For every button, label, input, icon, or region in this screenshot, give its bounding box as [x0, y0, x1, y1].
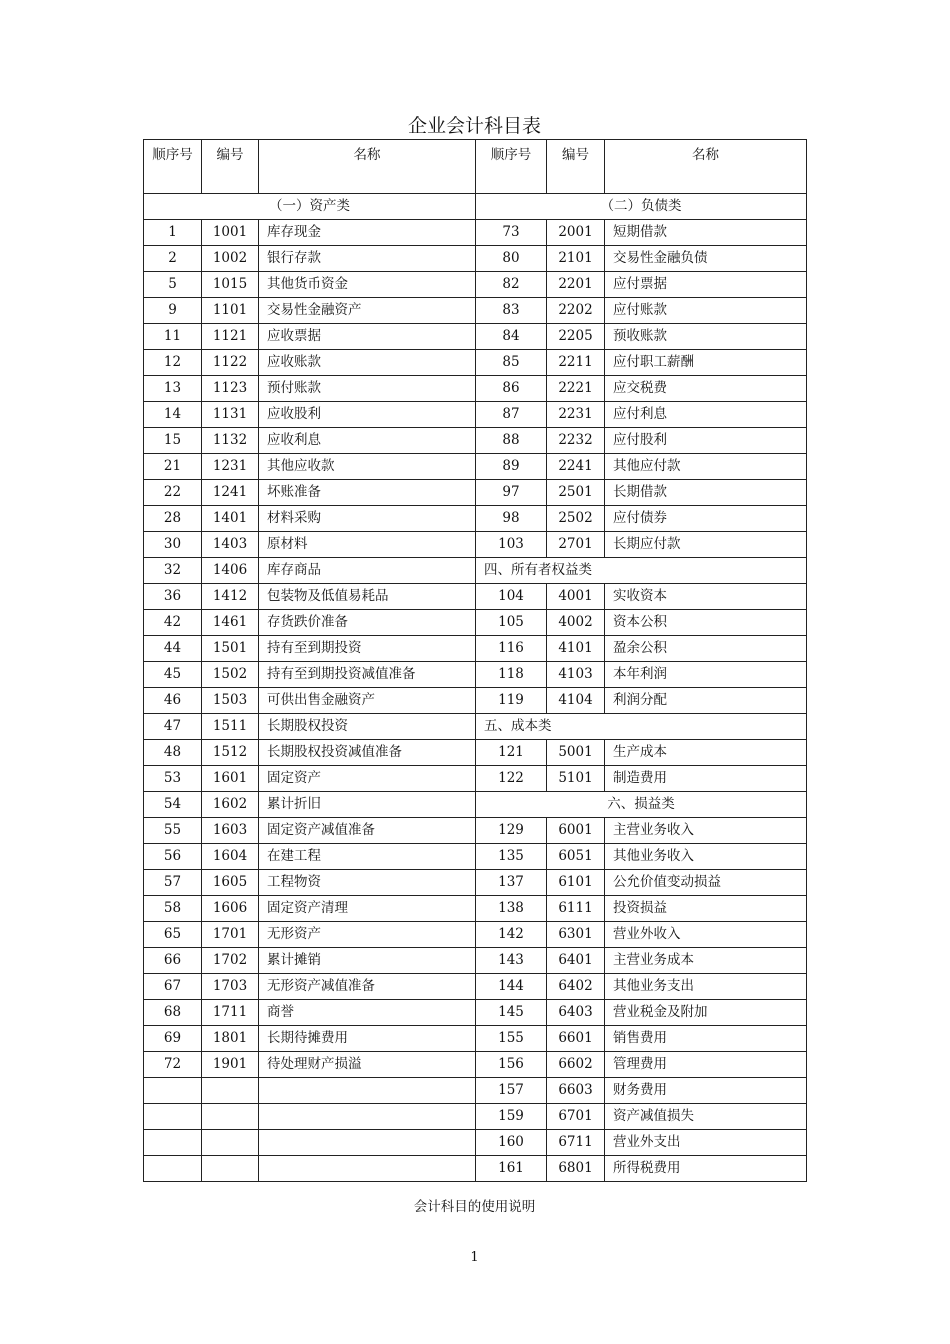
cell-right-code: 4001	[547, 584, 605, 610]
cell-right-code: 6402	[547, 974, 605, 1000]
cell-left-seq: 69	[144, 1026, 202, 1052]
cell-left-name: 应收股利	[259, 402, 476, 428]
cell-right-name: 实收资本	[605, 584, 807, 610]
cell-right-code: 2202	[547, 298, 605, 324]
cell-left-code: 1002	[202, 246, 259, 272]
cell-left-code	[202, 1130, 259, 1156]
cell-left-name: 固定资产	[259, 766, 476, 792]
cell-left-name: 库存现金	[259, 220, 476, 246]
cell-left-name: 长期待摊费用	[259, 1026, 476, 1052]
cell-left-code: 1512	[202, 740, 259, 766]
table-row	[144, 662, 807, 688]
cell-right-code: 2232	[547, 428, 605, 454]
cell-left-name: 预付账款	[259, 376, 476, 402]
cell-right-seq: 138	[476, 896, 547, 922]
cell-right-name: 盈余公积	[605, 636, 807, 662]
cell-left-seq: 5	[144, 272, 202, 298]
cell-left-name: 应收利息	[259, 428, 476, 454]
table-row	[144, 272, 807, 298]
cell-left-name: 应收票据	[259, 324, 476, 350]
cell-left-seq: 13	[144, 376, 202, 402]
cell-right-seq: 89	[476, 454, 547, 480]
cell-left-seq: 22	[144, 480, 202, 506]
cell-left-code	[202, 1156, 259, 1182]
cell-left-code: 1603	[202, 818, 259, 844]
cell-left-code	[202, 1104, 259, 1130]
accounts-table	[143, 139, 807, 1182]
cell-left-seq: 15	[144, 428, 202, 454]
cell-left-code: 1703	[202, 974, 259, 1000]
cell-left-seq: 28	[144, 506, 202, 532]
cell-left-name	[259, 1156, 476, 1182]
cell-right-name: 应付职工薪酬	[605, 350, 807, 376]
cell-left-seq	[144, 1104, 202, 1130]
section-cost: 五、成本类	[476, 714, 807, 740]
table-row	[144, 558, 807, 584]
table-row	[144, 1156, 807, 1182]
cell-left-name: 固定资产减值准备	[259, 818, 476, 844]
table-row	[144, 948, 807, 974]
cell-left-code: 1231	[202, 454, 259, 480]
table-row	[144, 402, 807, 428]
cell-left-seq: 42	[144, 610, 202, 636]
cell-right-code: 2241	[547, 454, 605, 480]
cell-right-seq: 83	[476, 298, 547, 324]
cell-left-seq: 44	[144, 636, 202, 662]
table-row	[144, 870, 807, 896]
table-row	[144, 610, 807, 636]
cell-right-seq: 116	[476, 636, 547, 662]
table-row	[144, 324, 807, 350]
cell-right-name: 交易性金融负债	[605, 246, 807, 272]
cell-left-name: 坏账准备	[259, 480, 476, 506]
cell-right-code: 2701	[547, 532, 605, 558]
cell-left-name: 无形资产减值准备	[259, 974, 476, 1000]
cell-right-code: 6101	[547, 870, 605, 896]
cell-left-name	[259, 1104, 476, 1130]
section-profit-loss: 六、损益类	[476, 792, 807, 818]
cell-left-code: 1401	[202, 506, 259, 532]
cell-left-name	[259, 1078, 476, 1104]
cell-left-code: 1101	[202, 298, 259, 324]
cell-right-name: 生产成本	[605, 740, 807, 766]
cell-right-seq: 73	[476, 220, 547, 246]
cell-right-seq: 159	[476, 1104, 547, 1130]
cell-right-seq: 87	[476, 402, 547, 428]
cell-right-code: 2205	[547, 324, 605, 350]
cell-left-seq: 46	[144, 688, 202, 714]
cell-right-name: 营业外支出	[605, 1130, 807, 1156]
cell-left-seq	[144, 1156, 202, 1182]
cell-right-code: 2231	[547, 402, 605, 428]
cell-right-code: 6801	[547, 1156, 605, 1182]
cell-left-name: 可供出售金融资产	[259, 688, 476, 714]
cell-right-seq: 103	[476, 532, 547, 558]
header-name-right: 名称	[605, 140, 807, 194]
cell-right-seq: 80	[476, 246, 547, 272]
cell-right-name: 长期应付款	[605, 532, 807, 558]
table-row	[144, 974, 807, 1000]
page-number: 1	[470, 1250, 479, 1265]
cell-left-code: 1502	[202, 662, 259, 688]
cell-right-seq: 143	[476, 948, 547, 974]
cell-left-code: 1702	[202, 948, 259, 974]
cell-left-name: 原材料	[259, 532, 476, 558]
cell-left-code: 1403	[202, 532, 259, 558]
cell-left-seq: 36	[144, 584, 202, 610]
cell-right-seq: 88	[476, 428, 547, 454]
cell-left-seq: 68	[144, 1000, 202, 1026]
cell-left-code: 1241	[202, 480, 259, 506]
table-row	[144, 1078, 807, 1104]
cell-left-code: 1701	[202, 922, 259, 948]
cell-right-seq: 119	[476, 688, 547, 714]
table-row	[144, 714, 807, 740]
table-row	[144, 1130, 807, 1156]
table-row	[144, 428, 807, 454]
cell-right-seq: 84	[476, 324, 547, 350]
table-row	[144, 792, 807, 818]
cell-right-name: 长期借款	[605, 480, 807, 506]
cell-right-code: 2101	[547, 246, 605, 272]
table-row	[144, 844, 807, 870]
section-row-assets-liabilities	[144, 194, 807, 220]
cell-right-code: 4002	[547, 610, 605, 636]
cell-right-code: 6601	[547, 1026, 605, 1052]
cell-right-name: 本年利润	[605, 662, 807, 688]
table-row	[144, 1026, 807, 1052]
cell-left-name: 应收账款	[259, 350, 476, 376]
cell-right-name: 销售费用	[605, 1026, 807, 1052]
cell-right-name: 管理费用	[605, 1052, 807, 1078]
cell-left-code: 1711	[202, 1000, 259, 1026]
cell-right-name: 主营业务成本	[605, 948, 807, 974]
cell-right-name: 资产减值损失	[605, 1104, 807, 1130]
cell-right-seq: 105	[476, 610, 547, 636]
table-row	[144, 376, 807, 402]
cell-left-seq: 12	[144, 350, 202, 376]
cell-left-seq: 2	[144, 246, 202, 272]
cell-right-name: 利润分配	[605, 688, 807, 714]
table-row	[144, 688, 807, 714]
cell-left-name: 在建工程	[259, 844, 476, 870]
cell-right-code: 2501	[547, 480, 605, 506]
cell-right-seq: 155	[476, 1026, 547, 1052]
cell-right-name: 营业税金及附加	[605, 1000, 807, 1026]
cell-left-name: 其他货币资金	[259, 272, 476, 298]
cell-left-seq: 45	[144, 662, 202, 688]
cell-left-name: 商誉	[259, 1000, 476, 1026]
cell-right-name: 预收账款	[605, 324, 807, 350]
cell-right-code: 6403	[547, 1000, 605, 1026]
cell-right-code: 4103	[547, 662, 605, 688]
cell-right-name: 应付利息	[605, 402, 807, 428]
cell-right-seq: 161	[476, 1156, 547, 1182]
cell-right-code: 6001	[547, 818, 605, 844]
header-code-left: 编号	[202, 140, 259, 194]
header-seq-right: 顺序号	[476, 140, 547, 194]
cell-right-seq: 98	[476, 506, 547, 532]
cell-left-code: 1131	[202, 402, 259, 428]
cell-right-name: 应付债券	[605, 506, 807, 532]
cell-left-seq: 9	[144, 298, 202, 324]
cell-left-seq: 47	[144, 714, 202, 740]
cell-left-code: 1122	[202, 350, 259, 376]
section-assets: （一）资产类	[144, 194, 476, 220]
cell-right-code: 5001	[547, 740, 605, 766]
cell-right-name: 其他业务支出	[605, 974, 807, 1000]
cell-right-seq: 122	[476, 766, 547, 792]
cell-left-seq: 21	[144, 454, 202, 480]
cell-right-code: 6701	[547, 1104, 605, 1130]
cell-right-seq: 137	[476, 870, 547, 896]
cell-right-code: 6401	[547, 948, 605, 974]
cell-left-code: 1602	[202, 792, 259, 818]
cell-left-seq: 30	[144, 532, 202, 558]
cell-left-name: 银行存款	[259, 246, 476, 272]
cell-right-name: 营业外收入	[605, 922, 807, 948]
cell-left-seq: 57	[144, 870, 202, 896]
cell-right-name: 短期借款	[605, 220, 807, 246]
cell-left-name: 累计摊销	[259, 948, 476, 974]
cell-right-name: 资本公积	[605, 610, 807, 636]
cell-left-seq: 32	[144, 558, 202, 584]
table-row	[144, 220, 807, 246]
header-name-left: 名称	[259, 140, 476, 194]
page-title: 企业会计科目表	[407, 115, 541, 137]
cell-right-seq: 145	[476, 1000, 547, 1026]
header-seq-left: 顺序号	[144, 140, 202, 194]
cell-right-code: 2001	[547, 220, 605, 246]
cell-right-code: 6602	[547, 1052, 605, 1078]
cell-right-seq: 157	[476, 1078, 547, 1104]
table-row	[144, 298, 807, 324]
cell-left-seq: 14	[144, 402, 202, 428]
cell-right-code: 4101	[547, 636, 605, 662]
cell-right-code: 2211	[547, 350, 605, 376]
cell-right-seq: 121	[476, 740, 547, 766]
cell-right-code: 6603	[547, 1078, 605, 1104]
header-code-right: 编号	[547, 140, 605, 194]
cell-right-name: 投资损益	[605, 896, 807, 922]
table-row	[144, 584, 807, 610]
table-row	[144, 1000, 807, 1026]
cell-right-name: 主营业务收入	[605, 818, 807, 844]
cell-right-name: 所得税费用	[605, 1156, 807, 1182]
cell-right-seq: 104	[476, 584, 547, 610]
cell-left-code: 1461	[202, 610, 259, 636]
cell-left-code: 1121	[202, 324, 259, 350]
cell-right-code: 2201	[547, 272, 605, 298]
cell-right-code: 6301	[547, 922, 605, 948]
cell-left-name: 包装物及低值易耗品	[259, 584, 476, 610]
cell-left-name: 工程物资	[259, 870, 476, 896]
table-row	[144, 740, 807, 766]
cell-left-code: 1605	[202, 870, 259, 896]
cell-right-name: 应付票据	[605, 272, 807, 298]
table-row	[144, 350, 807, 376]
cell-left-name: 存货跌价准备	[259, 610, 476, 636]
cell-right-name: 应付股利	[605, 428, 807, 454]
cell-right-name: 公允价值变动损益	[605, 870, 807, 896]
cell-left-code: 1604	[202, 844, 259, 870]
cell-left-code: 1511	[202, 714, 259, 740]
cell-left-code: 1901	[202, 1052, 259, 1078]
section-equity: 四、所有者权益类	[476, 558, 807, 584]
cell-left-code: 1412	[202, 584, 259, 610]
accounts-table-body	[144, 140, 807, 1182]
cell-left-seq: 11	[144, 324, 202, 350]
cell-left-code: 1406	[202, 558, 259, 584]
cell-left-name: 持有至到期投资减值准备	[259, 662, 476, 688]
cell-right-name: 制造费用	[605, 766, 807, 792]
cell-right-name: 其他业务收入	[605, 844, 807, 870]
table-row	[144, 480, 807, 506]
cell-left-seq: 48	[144, 740, 202, 766]
cell-right-code: 6711	[547, 1130, 605, 1156]
cell-right-seq: 82	[476, 272, 547, 298]
cell-right-name: 应付账款	[605, 298, 807, 324]
cell-left-seq: 55	[144, 818, 202, 844]
cell-right-seq: 135	[476, 844, 547, 870]
cell-right-code: 2502	[547, 506, 605, 532]
cell-left-name: 交易性金融资产	[259, 298, 476, 324]
cell-left-code: 1132	[202, 428, 259, 454]
cell-left-code: 1503	[202, 688, 259, 714]
cell-left-code: 1015	[202, 272, 259, 298]
cell-right-seq: 85	[476, 350, 547, 376]
cell-right-code: 6111	[547, 896, 605, 922]
cell-right-name: 应交税费	[605, 376, 807, 402]
cell-left-code: 1606	[202, 896, 259, 922]
cell-right-code: 6051	[547, 844, 605, 870]
cell-left-code: 1501	[202, 636, 259, 662]
cell-right-seq: 129	[476, 818, 547, 844]
cell-left-code	[202, 1078, 259, 1104]
table-row	[144, 506, 807, 532]
table-row	[144, 766, 807, 792]
table-row	[144, 636, 807, 662]
cell-right-seq: 144	[476, 974, 547, 1000]
cell-left-seq: 53	[144, 766, 202, 792]
cell-left-seq: 65	[144, 922, 202, 948]
cell-right-name: 财务费用	[605, 1078, 807, 1104]
cell-left-name: 无形资产	[259, 922, 476, 948]
cell-left-code: 1123	[202, 376, 259, 402]
cell-left-name: 材料采购	[259, 506, 476, 532]
cell-right-seq: 160	[476, 1130, 547, 1156]
cell-right-seq: 86	[476, 376, 547, 402]
cell-left-name: 固定资产清理	[259, 896, 476, 922]
cell-left-seq: 58	[144, 896, 202, 922]
table-row	[144, 1052, 807, 1078]
cell-left-name: 长期股权投资	[259, 714, 476, 740]
cell-left-name: 累计折旧	[259, 792, 476, 818]
cell-left-seq: 66	[144, 948, 202, 974]
section-liabilities: （二）负债类	[476, 194, 807, 220]
cell-right-name: 其他应付款	[605, 454, 807, 480]
table-row	[144, 532, 807, 558]
table-row	[144, 246, 807, 272]
cell-left-code: 1801	[202, 1026, 259, 1052]
cell-left-seq	[144, 1078, 202, 1104]
table-row	[144, 818, 807, 844]
cell-right-seq: 156	[476, 1052, 547, 1078]
cell-left-code: 1001	[202, 220, 259, 246]
cell-left-name: 库存商品	[259, 558, 476, 584]
cell-left-seq	[144, 1130, 202, 1156]
table-row	[144, 454, 807, 480]
cell-right-code: 2221	[547, 376, 605, 402]
cell-left-code: 1601	[202, 766, 259, 792]
table-header-row	[144, 140, 807, 194]
cell-right-code: 5101	[547, 766, 605, 792]
cell-right-seq: 142	[476, 922, 547, 948]
cell-left-name: 其他应收款	[259, 454, 476, 480]
table-row	[144, 896, 807, 922]
cell-right-seq: 97	[476, 480, 547, 506]
cell-left-name: 待处理财产损溢	[259, 1052, 476, 1078]
cell-left-seq: 72	[144, 1052, 202, 1078]
cell-right-code: 4104	[547, 688, 605, 714]
cell-left-seq: 67	[144, 974, 202, 1000]
cell-left-name: 持有至到期投资	[259, 636, 476, 662]
cell-left-seq: 1	[144, 220, 202, 246]
footer-note: 会计科目的使用说明	[413, 1199, 536, 1215]
table-row	[144, 1104, 807, 1130]
cell-right-seq: 118	[476, 662, 547, 688]
cell-left-name	[259, 1130, 476, 1156]
cell-left-seq: 56	[144, 844, 202, 870]
cell-left-seq: 54	[144, 792, 202, 818]
cell-left-name: 长期股权投资减值准备	[259, 740, 476, 766]
table-row	[144, 922, 807, 948]
